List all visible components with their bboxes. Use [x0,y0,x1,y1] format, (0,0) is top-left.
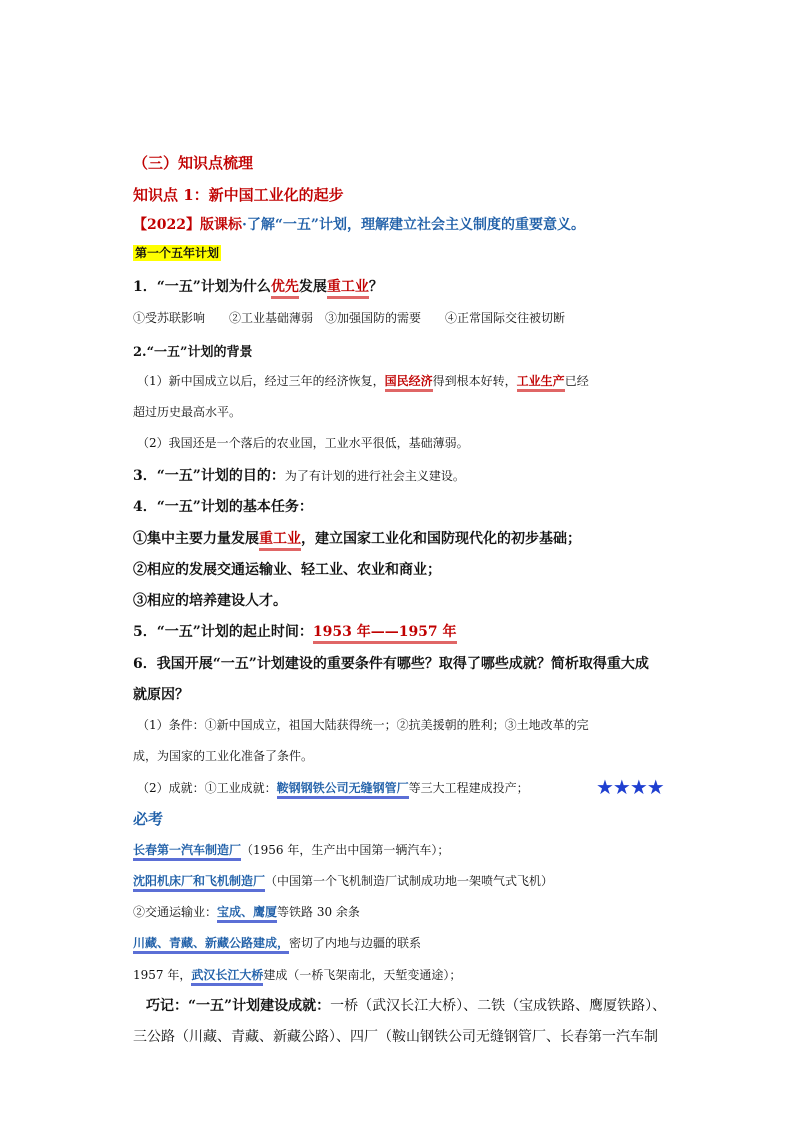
q6-achievement-text: （2）成就：①工业成就： [137,781,277,795]
plan-heading-label: 第一个五年计划 [135,246,220,260]
q1-highlight-heavy-industry: 重工业 [327,279,369,299]
achievement-shenyang-text: （中国第一个飞机制造厂试制成功地一架喷气式飞机） [265,874,554,888]
question-1 [133,276,383,296]
q1-highlight-priority: 优先 [271,279,299,299]
question-5 [133,621,457,641]
q6-achievement-text-end: 等三大工程建成投产； [408,781,529,795]
q2-p1-text-end: 已经 [564,374,589,388]
q4-item-1 [133,528,581,548]
q1-text-end: ？ [368,279,383,295]
q6-highlight-anshan-pipe-plant: 鞍钢钢铁公司无缝钢管厂 [277,781,409,799]
question-6-line-1: 6．我国开展“一五”计划建设的重要条件有哪些？取得了哪些成就？简析取得重大成 [133,656,649,672]
highlight-changchun-factory: 长春第一汽车制造厂 [133,843,241,861]
question-3 [133,465,465,485]
highlight-wuhan-bridge: 武汉长江大桥 [191,968,263,986]
q6-condition-2: 成，为国家的工业化准备了条件。 [133,749,314,763]
q1-reasons: ①受苏联影响 ②工业基础薄弱 ③加强国防的需要 ④正常国际交往被切断 [133,311,566,325]
q2-p1-text-mid: 得到根本好转， [432,374,517,388]
standard-text: ·了解“一五”计划，理解建立社会主义制度的重要意义。 [241,217,585,233]
star-rating-icon: ★★★★ [596,775,664,799]
achievement-changchun [133,841,449,858]
achievement-transport-label: ②交通运输业： [133,905,218,919]
achievement-transport-text: 等铁路 30 余条 [277,905,360,919]
achievement-changchun-text: （1956 年，生产出中国第一辆汽车）； [241,843,450,857]
q6-achievement [137,779,529,796]
q3-label: 3．“一五”计划的目的： [133,468,285,484]
memory-tip-line-2: 三公路（川藏、青藏、新藏公路）、四厂（鞍山钢铁公司无缝钢管厂、长春第一汽车制 [133,1029,658,1045]
standard-tag: 【2022】版课标 [133,217,242,233]
q2-paragraph-1 [137,372,589,389]
memory-tip-line-1 [146,995,666,1015]
achievement-highways-text: 密切了内地与边疆的联系 [289,936,422,950]
section-title: （三）知识点梳理 [133,154,254,172]
highlight-shenyang-factories: 沈阳机床厂和飞机制造厂 [133,874,265,892]
highlight-railways: 宝成、鹰厦 [217,905,277,923]
q3-text: 为了有计划的进行社会主义建设。 [284,469,465,483]
q4-item-1-text: ①集中主要力量发展 [133,531,259,547]
question-6-line-2: 就原因？ [133,687,189,703]
highlight-highways: 川藏、青藏、新藏公路建成， [133,936,289,954]
q4-item-3: ③相应的培养建设人才。 [133,593,287,609]
q6-condition-1: （1）条件：①新中国成立，祖国大陆获得统一；②抗美援朝的胜利；③土地改革的完 [137,718,589,732]
q1-text-mid: 发展 [298,279,327,295]
q2-paragraph-2: （2）我国还是一个落后的农业国，工业水平很低，基础薄弱。 [137,436,469,450]
curriculum-standard [133,214,585,234]
question-4-title: 4．“一五”计划的基本任务： [133,499,313,515]
q1-text: 1．“一五”计划为什么 [133,279,271,295]
q4-item-2: ②相应的发展交通运输业、轻工业、农业和商业； [133,562,441,578]
q2-highlight-industrial-production: 工业生产 [517,374,565,392]
achievement-bridge-year: 1957 年， [133,968,192,982]
q4-item-1-text-end: ，建立国家工业化和国防现代化的初步基础； [301,531,581,547]
achievement-shenyang [133,872,553,889]
question-2-title: 2.“一五”计划的背景 [133,345,253,360]
q4-highlight-heavy-industry: 重工业 [259,531,301,551]
memory-tip-text-1: 一桥（武汉长江大桥）、二铁（宝成铁路、鹰厦铁路）、 [330,998,667,1014]
q5-label: 5．“一五”计划的起止时间： [133,624,313,640]
q2-highlight-national-economy: 国民经济 [385,374,433,392]
plan-heading [133,244,221,261]
must-test-label: 必考 [133,810,164,828]
achievement-transport [133,903,360,920]
q5-value: 1953 年——1957 年 [313,624,457,644]
achievement-bridge [133,966,461,983]
memory-tip-label: 巧记：“一五”计划建设成就： [146,998,331,1014]
achievement-bridge-text: 建成（一桥飞架南北，天堑变通途）； [263,968,462,982]
achievement-highways [133,934,421,951]
knowledge-point-title: 知识点 1：新中国工业化的起步 [133,186,344,204]
q2-paragraph-1-cont: 超过历史最高水平。 [133,405,242,419]
q2-p1-text: （1）新中国成立以后，经过三年的经济恢复， [137,374,385,388]
